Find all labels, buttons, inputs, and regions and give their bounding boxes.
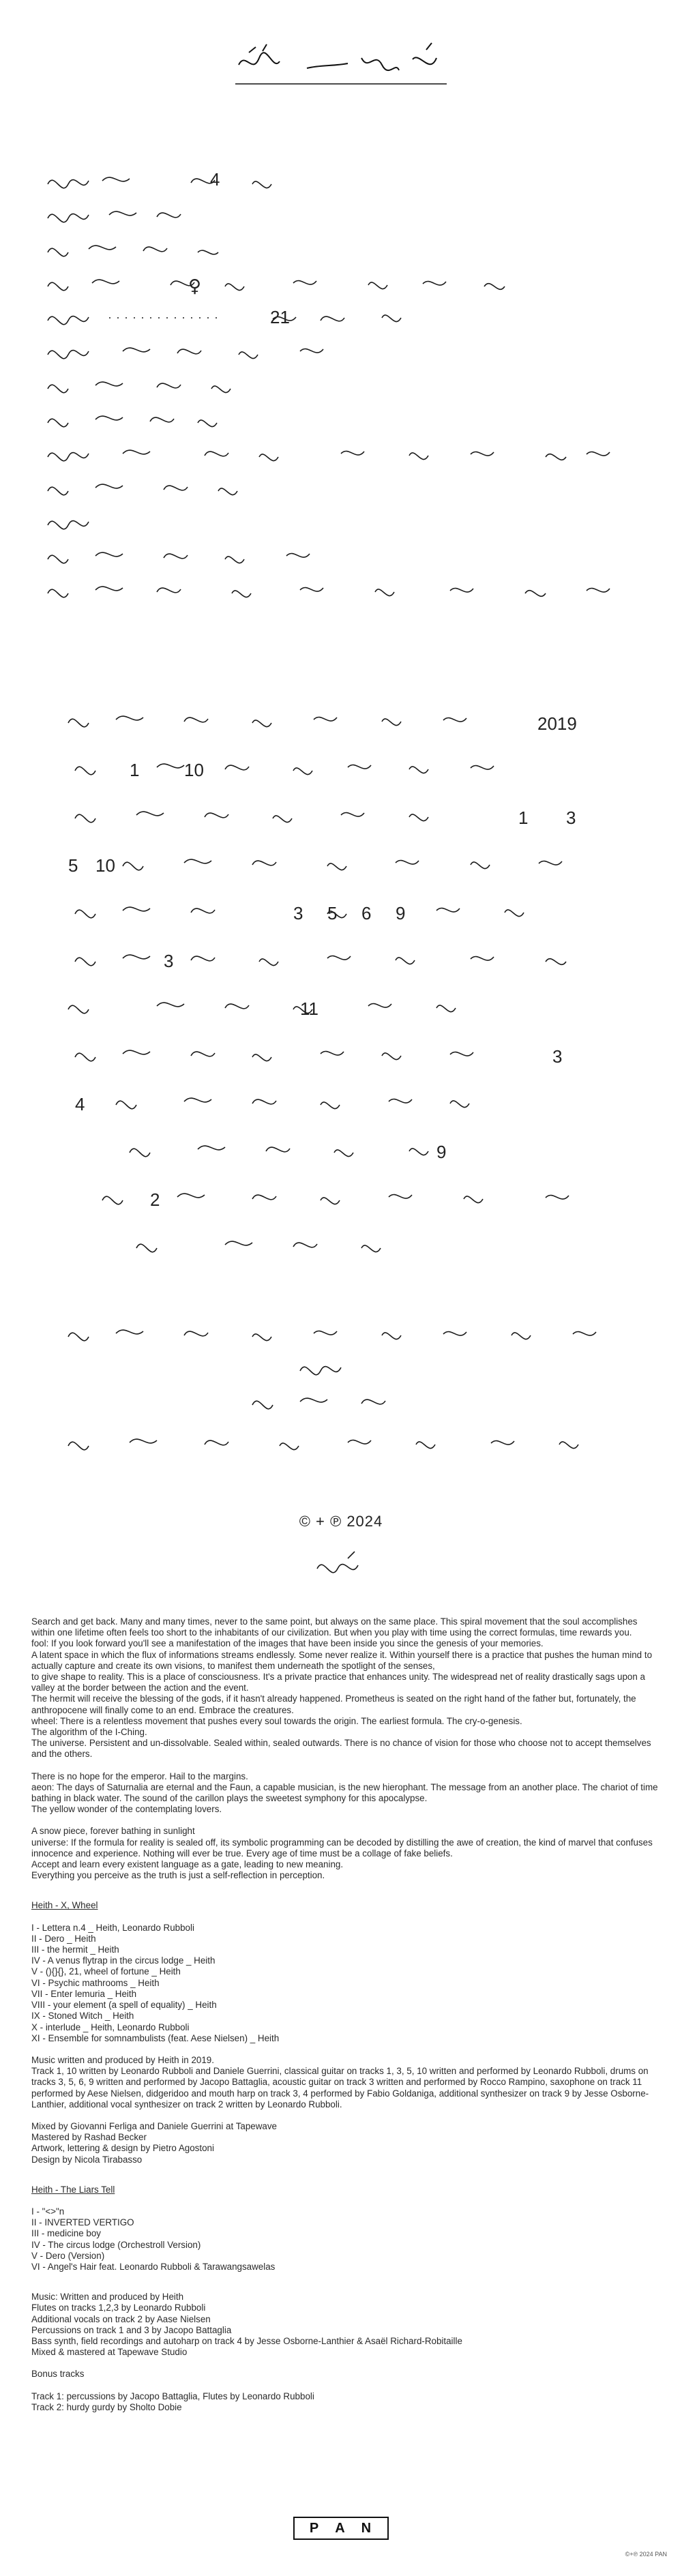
credits-text: Percussions on track 1 and 3 by Jacopo Battaglia	[31, 2324, 232, 2335]
script-num: 6	[361, 903, 372, 923]
intro-paragraph: A latent space in which the flux of informations streams endlessly. Some never realize it. Within yourself there is a practice that pushes the human mind to actually capture and create its own visions, to manifest them underneath the spotlight of the senses,	[31, 1649, 653, 1671]
track-item: IV - The circus lodge (Orchestroll Version)	[31, 2239, 201, 2250]
intro-paragraph: The hermit will receive the blessing of the gods, if it hasn't already happened. Prometheus is seated on the right hand of the father but, fortunately, the anthropocene will finally come to an end. Embrace the creatures.	[31, 1693, 636, 1715]
script-num: 1	[518, 808, 529, 828]
intro-paragraph: fool: If you look forward you'll see a manifestation of the images that have been inside you since the genesis of your memories.	[31, 1638, 544, 1649]
album-heading: Heith - The Liars Tell	[31, 2184, 115, 2195]
intro-paragraph: The universe. Persistent and un-dissolvable. Sealed within, sealed outwards. There is no chance of vision for those who choose not to accept themselves and the others.	[31, 1738, 651, 1760]
script-num: 2	[150, 1189, 160, 1210]
script-block-3	[27, 1309, 655, 1466]
intro-paragraph: Accept and learn every existent language as a gate, leading to new meaning.	[31, 1859, 344, 1870]
intro-paragraph: to give shape to reality. This is a place of consciousness. It's a private practice that enhances unity. The widespread net of reality drastically sags upon a valley at the border between the action and the event.	[31, 1672, 645, 1693]
intro-paragraph: universe: If the formula for reality is sealed off, its symbolic programming can be decoded by distilling the awe of creation, the kind of marvel that confuses innocence and experience. Nothing will ever be true. Every age of time must be a collage of fake beliefs.	[31, 1837, 653, 1859]
intro-paragraph: wheel: There is a relentless movement that pushes every soul towards the origin. The earliest formula. The cry-o-genesis.	[31, 1715, 522, 1726]
track-item: VIII - your element (a spell of equality) _ Heith	[31, 2000, 217, 2011]
pan-logo[interactable]	[293, 2517, 389, 2540]
credits-text: Additional vocals on track 2 by Aase Nielsen	[31, 2313, 211, 2324]
track-item: XI - Ensemble for somnambulists (feat. Aese Nielsen) _ Heith	[31, 2032, 280, 2043]
bonus-heading: Bonus tracks	[31, 2369, 85, 2380]
credits-text: Music: Written and produced by Heith	[31, 2292, 184, 2303]
script-num: 21	[270, 307, 290, 327]
copyright-notice: © + ℗ 2024	[299, 1513, 383, 1530]
track-item: VI - Angel's Hair feat. Leonardo Rubboli & Tarawangsawelas	[31, 2261, 276, 2272]
script-num: 4	[210, 169, 220, 190]
intro-paragraph: A snow piece, forever bathing in sunlight	[31, 1826, 195, 1837]
track-item: IX - Stoned Witch _ Heith	[31, 2011, 134, 2022]
intro-paragraph: The algorithm of the I-Ching.	[31, 1727, 147, 1738]
intro-paragraph: Search and get back. Many and many times, never to the same point, but always on the same place. This spiral movement that the soul accomplishes within one lifetime often feels too short to the inhabitants of our civilization. But when you play with time using the correct formulas, time rewards you.	[31, 1616, 638, 1638]
script-num: 5	[68, 855, 78, 876]
bonus-item: Track 1: percussions by Jacopo Battaglia, Flutes by Leonardo Rubboli	[31, 2390, 314, 2401]
svg-text:♀: ♀	[188, 276, 202, 297]
script-block-1	[27, 157, 655, 600]
track-item: III - the hermit _ Heith	[31, 1944, 119, 1955]
script-num: 3	[293, 903, 303, 923]
intro-paragraph: The yellow wonder of the contemplating lovers.	[31, 1804, 222, 1815]
logo-letter: P	[309, 2520, 321, 2536]
script-num: 2019	[537, 713, 577, 734]
track-item: X - interlude _ Heith, Leonardo Rubboli	[31, 2022, 190, 2032]
track-item: V - (){}{}, 21, wheel of fortune _ Heith	[31, 1966, 181, 1977]
script-num: 9	[396, 903, 406, 923]
track-item: VII - Enter lemuria _ Heith	[31, 1988, 137, 1999]
intro-paragraph: There is no hope for the emperor. Hail to the margins.	[31, 1771, 248, 1781]
liner-notes	[31, 1616, 659, 2413]
credits-text: Artwork, lettering & design by Pietro Agostoni	[31, 2143, 214, 2154]
track-item: I - "<>"n	[31, 2206, 65, 2217]
signature	[307, 1545, 375, 1586]
track-item: III - medicine boy	[31, 2228, 101, 2239]
script-num: 10	[95, 855, 115, 876]
credits-text: Mastered by Rashad Becker	[31, 2132, 147, 2143]
script-num: 3	[566, 808, 576, 828]
track-item: I - Lettera n.4 _ Heith, Leonardo Rubboli	[31, 1922, 194, 1933]
track-item: VI - Psychic mathrooms _ Heith	[31, 1977, 160, 1988]
script-num: 3	[164, 951, 174, 971]
track-item: IV - A venus flytrap in the circus lodge _ Heith	[31, 1955, 216, 1966]
credits-text: Bass synth, field recordings and autoharp on track 4 by Jesse Osborne-Lanthier & Asaël Richard-Robitaille	[31, 2335, 462, 2346]
credits-text: Music written and produced by Heith in 2019.	[31, 2054, 214, 2065]
credits-text: Design by Nicola Tirabasso	[31, 2154, 143, 2165]
credits-text: Mixed & mastered at Tapewave Studio	[31, 2347, 188, 2358]
track-item: V - Dero (Version)	[31, 2250, 105, 2261]
credits-text: Mixed by Giovanni Ferliga and Daniele Guerrini at Tapewave	[31, 2120, 278, 2131]
script-num: 5	[327, 903, 338, 923]
script-num: 1	[130, 760, 140, 780]
credits-text: Track 1, 10 written by Leonardo Rubboli and Daniele Guerrini, classical guitar on tracks 1, 3, 5, 10 written and performed by Leonardo Rubboli, drums on tracks 3, 5, 6, 9 written and performed by Jacopo Battaglia, acoustic guitar on track 3 written and performed by Rocco Rampino, saxophone on track 11 performed by Aese Nielsen, didgeridoo and mouth harp on track 3, 4 performed by Fabio Goldaniga, additional synthesizer on track 9 by Jesse Osborne-Lanthier, additional vocal synthesizer on track 2 written by Leonardo Rubboli.	[31, 2066, 649, 2109]
script-num: 3	[552, 1046, 563, 1067]
logo-letter: N	[361, 2520, 373, 2536]
footer-legal: ©+℗ 2024 PAN	[625, 2551, 667, 2558]
script-num: 11	[300, 998, 318, 1019]
logo-letter: A	[335, 2520, 346, 2536]
album-heading: Heith - X, Wheel	[31, 1900, 98, 1911]
script-num: 10	[184, 760, 204, 780]
intro-paragraph: aeon: The days of Saturnalia are eternal and the Faun, a capable musician, is the new hierophant. The message from an another place. The chariot of time bathing in black water. The sound of the carillon plays the sweetest symphony for this apocalypse.	[31, 1781, 658, 1804]
title-calligraphy	[232, 38, 450, 89]
script-num: 4	[75, 1094, 85, 1114]
script-num: 9	[436, 1142, 447, 1162]
bonus-item: Track 2: hurdy gurdy by Sholto Dobie	[31, 2401, 182, 2412]
credits-text: Flutes on tracks 1,2,3 by Leonardo Rubboli	[31, 2303, 206, 2313]
intro-paragraph: Everything you perceive as the truth is just a self-reflection in perception.	[31, 1870, 325, 1881]
track-item: II - INVERTED VERTIGO	[31, 2217, 134, 2228]
script-block-2	[27, 696, 655, 1255]
track-item: II - Dero _ Heith	[31, 1933, 96, 1944]
